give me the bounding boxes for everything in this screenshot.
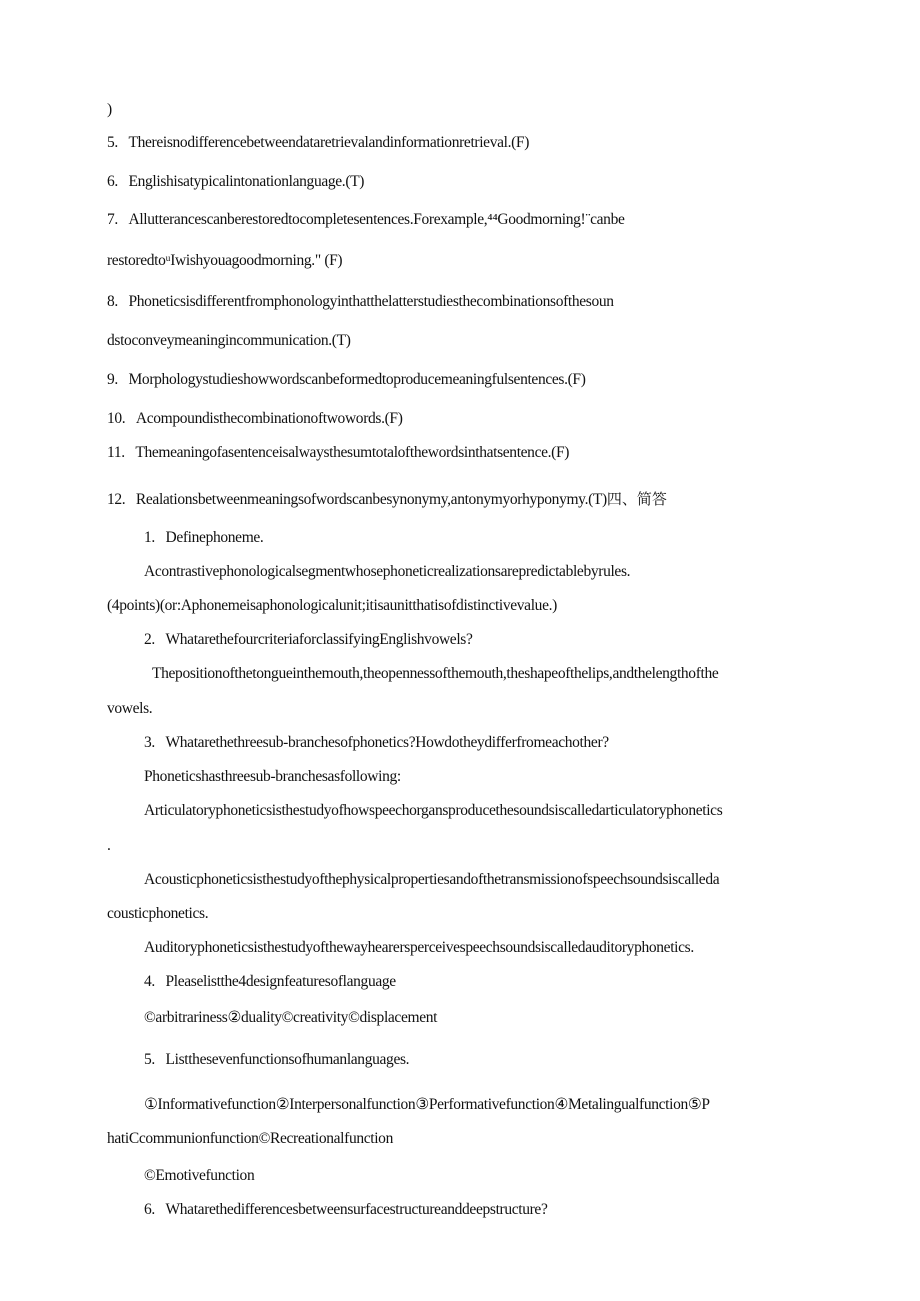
answer-1-cont: (4points)(or:Aphonemeisaphonologicalunit;itisaunitthatisofdistinctivevalue.) — [107, 597, 557, 614]
answer-3-acoustic: Acousticphoneticsisthestudyofthephysicalpropertiesandofthetransmissionofspeechsoundsiscalleda — [144, 871, 720, 888]
question-4: 4. Pleaselistthe4designfeaturesoflanguage — [144, 973, 396, 990]
answer-1: Acontrastivephonologicalsegmentwhosephoneticrealizationsarepredictablebyrules. — [144, 563, 631, 580]
question-5: 5. Listthesevenfunctionsofhumanlanguages. — [144, 1051, 410, 1068]
answer-3-intro: Phoneticshasthreesub-branchesasfollowing: — [144, 768, 401, 785]
statement-8: 8. Phoneticsisdifferentfromphonologyinthatthelatterstudiesthecombinationsofthesoun — [107, 293, 614, 310]
answer-2: Thepositionofthetongueinthemouth,theopennessofthemouth,theshapeofthelips,andthelengthofthe — [152, 665, 719, 682]
question-2: 2. WhatarethefourcriteriaforclassifyingEnglishvowels? — [144, 631, 473, 648]
statement-6: 6. Englishisatypicalintonationlanguage.(T) — [107, 173, 365, 190]
statement-10: 10. Acompoundisthecombinationoftwowords.(F) — [107, 410, 403, 427]
statement-9: 9. Morphologystudieshowwordscanbeformedtoproducemeaningfulsentences.(F) — [107, 371, 586, 388]
statement-12 — [107, 492, 667, 508]
section-heading: 四、简答 — [606, 490, 667, 508]
answer-3-articulatory-cont: . — [107, 837, 111, 854]
statement-11: 11. Themeaningofasentenceisalwaysthesumtotalofthewordsinthatsentence.(F) — [107, 444, 570, 461]
answer-4: ©arbitrariness②duality©creativity©displacement — [144, 1009, 438, 1026]
answer-3-articulatory: Articulatoryphoneticsisthestudyofhowspeechorgansproducethesoundsiscalledarticulatoryphonetics — [144, 802, 723, 819]
text-line: ) — [107, 101, 112, 118]
question-3: 3. Whatarethethreesub-branchesofphonetics?Howdotheydifferfromeachother? — [144, 734, 609, 751]
answer-3-auditory: Auditoryphoneticsisthestudyofthewayhearersperceivespeechsoundsiscalledauditoryphonetics. — [144, 939, 694, 956]
statement-12-text: 12. Realationsbetweenmeaningsofwordscanbesynonymy,antonymyorhyponymy.(T) — [107, 491, 607, 508]
statement-7: 7. Allutterancescanberestoredtocompletesentences.Forexample,⁴⁴Goodmorning!¨canbe — [107, 211, 625, 228]
answer-5-cont: hatiCcommunionfunction©Recreationalfunction — [107, 1130, 393, 1147]
answer-5-cont-2: ©Emotivefunction — [144, 1167, 255, 1184]
answer-2-cont: vowels. — [107, 700, 153, 717]
answer-5: ①Informativefunction②Interpersonalfunction③Performativefunction④Metalingualfunction⑤P — [144, 1096, 710, 1113]
statement-7-cont: restoredtoᵘIwishyouagoodmorning." (F) — [107, 252, 343, 269]
question-1: 1. Definephoneme. — [144, 529, 264, 546]
statement-5: 5. Thereisnodifferencebetweendataretrievalandinformationretrieval.(F) — [107, 134, 530, 151]
answer-3-acoustic-cont: cousticphonetics. — [107, 905, 209, 922]
question-6: 6. Whatarethedifferencesbetweensurfacestructureanddeepstructure? — [144, 1201, 548, 1218]
statement-8-cont: dstoconveymeaningincommunication.(T) — [107, 332, 351, 349]
